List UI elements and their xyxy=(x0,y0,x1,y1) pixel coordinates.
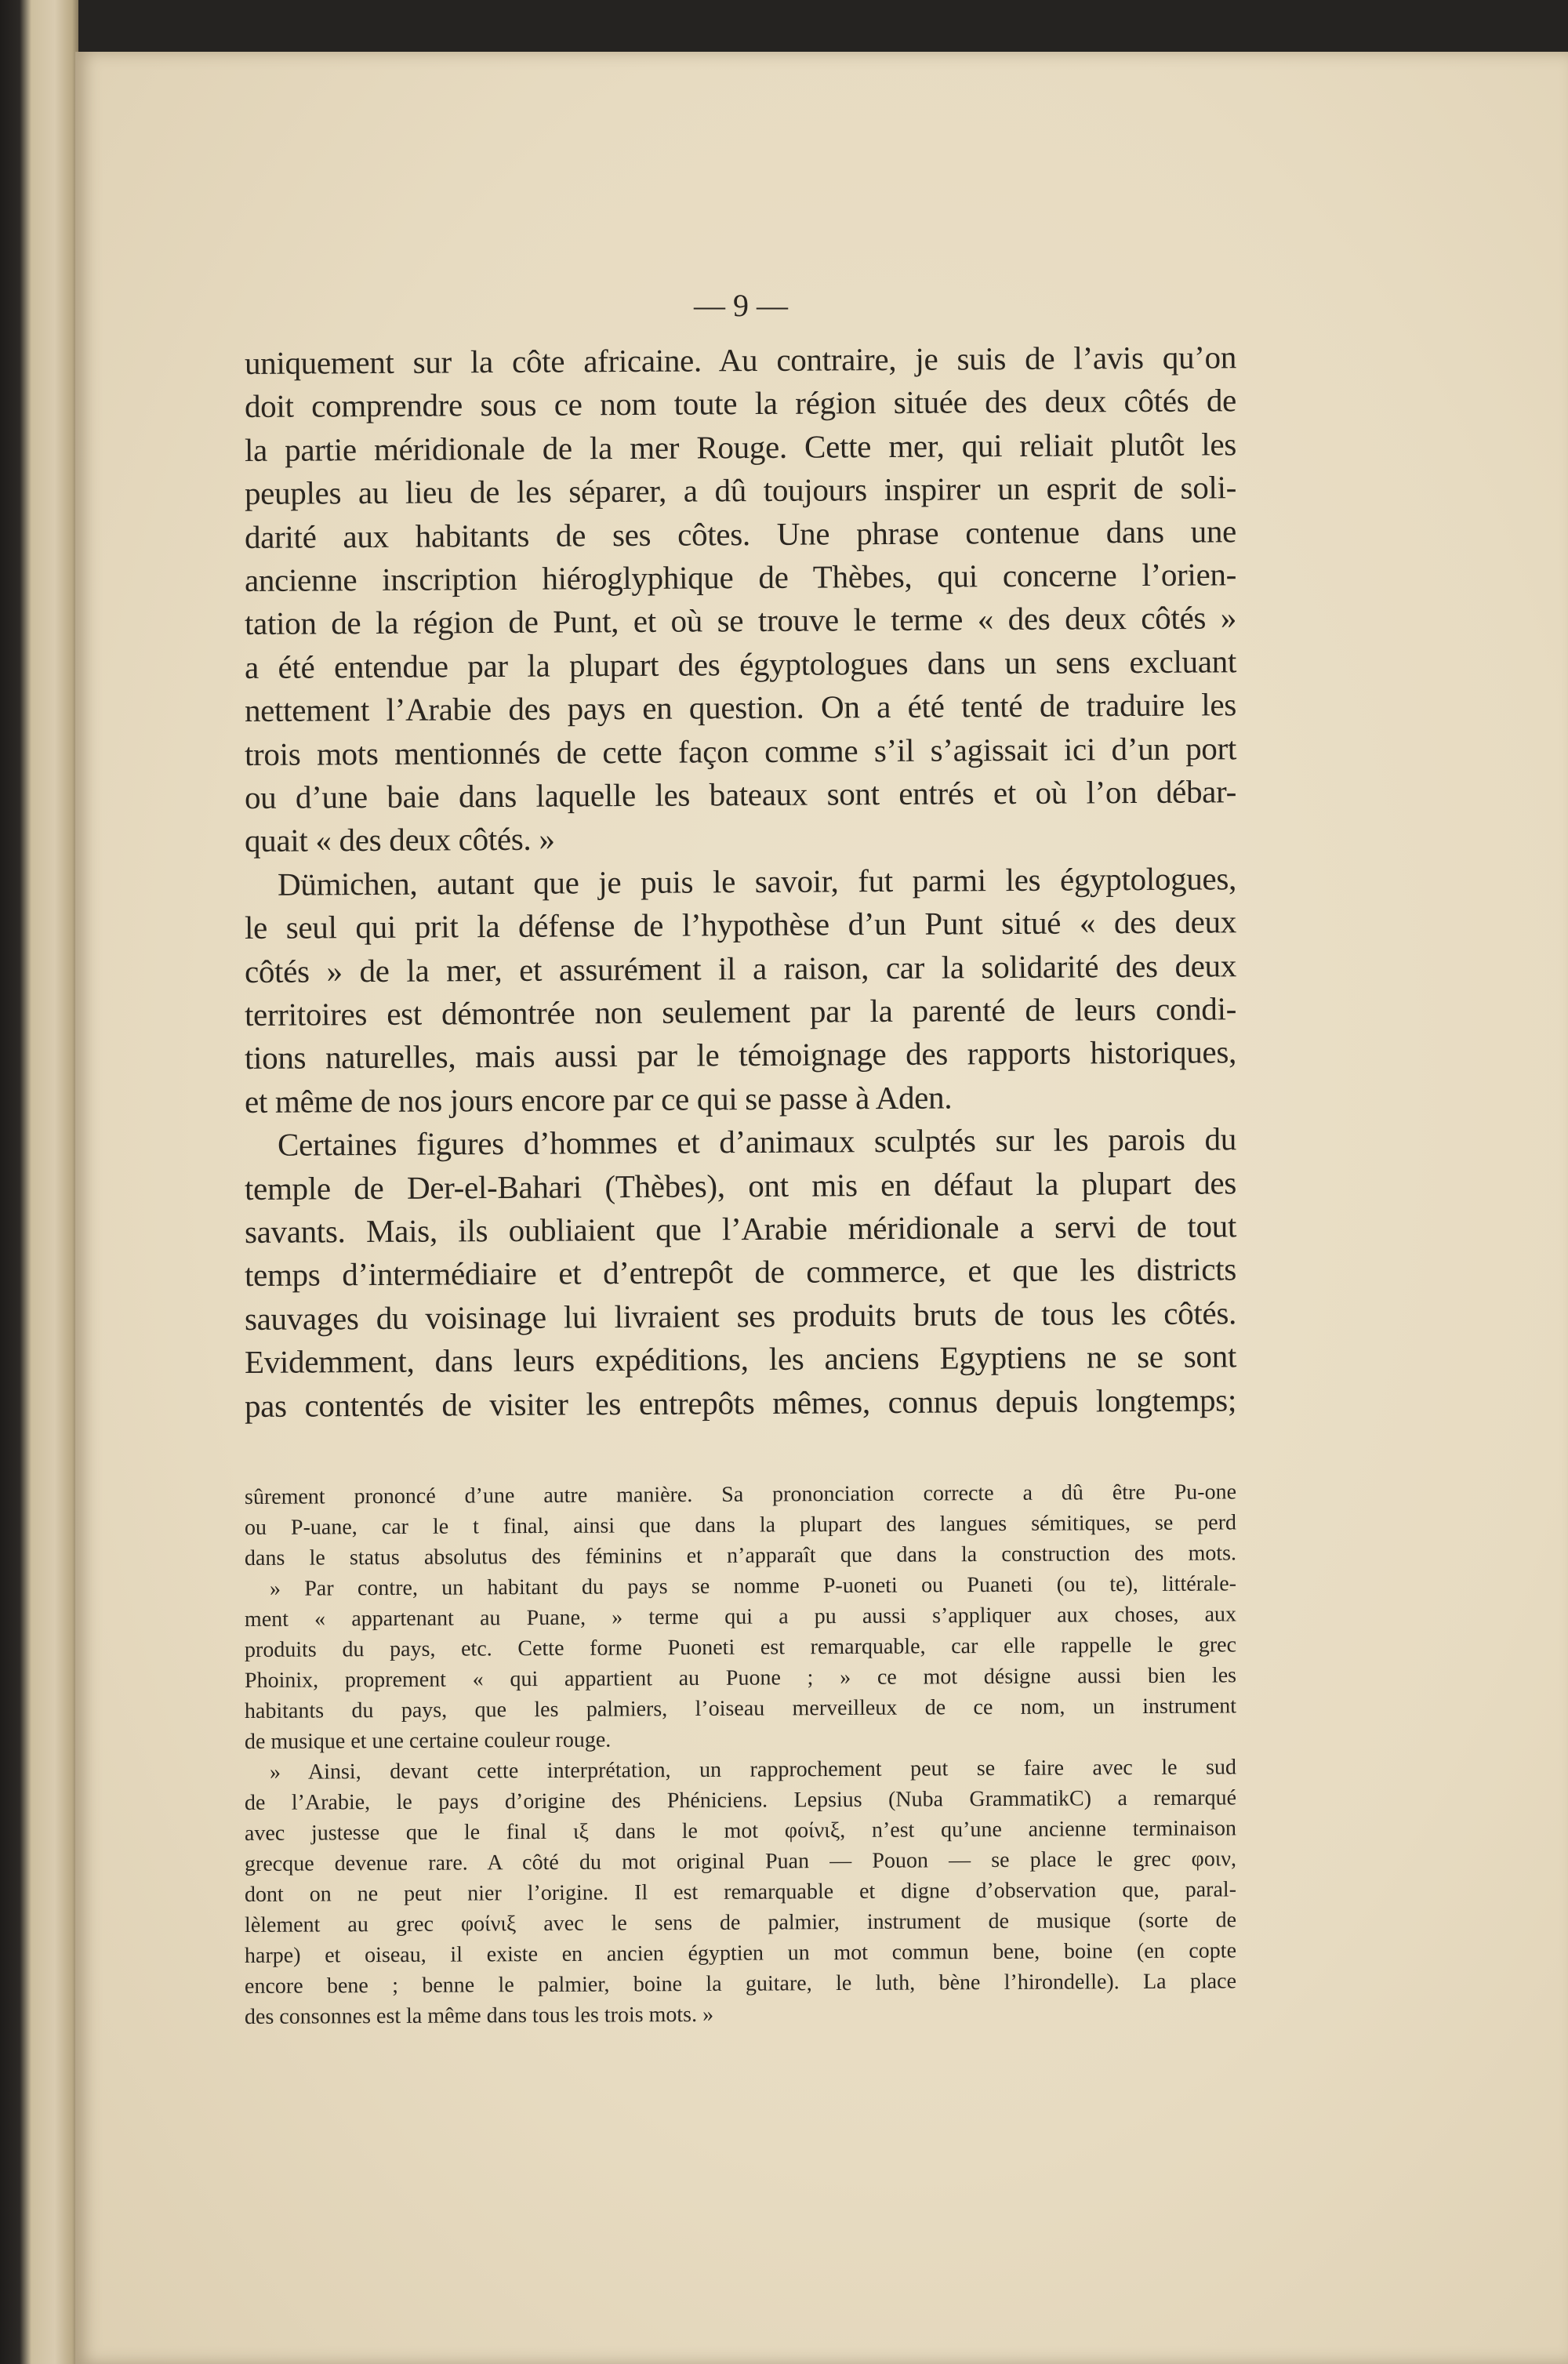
footnote-line: produits du pays, etc. Cette forme Puoneti est remarquable, car elle rappelle le grec xyxy=(244,1632,1237,1662)
body-text-line: le seul qui prit la défense de l’hypothèse d’un Punt situé « des deux xyxy=(244,903,1237,946)
body-text-line: et même de nos jours encore par ce qui se passe à Aden. xyxy=(244,1079,953,1120)
body-text-line: ou d’une baie dans laquelle les bateaux sont entrés et où l’on débar- xyxy=(244,773,1237,815)
body-text-line: temple de Der-el-Bahari (Thèbes), ont mis en défaut la plupart des xyxy=(244,1164,1237,1207)
footnote-line: sûrement prononcé d’une autre manière. Sa prononciation correcte a dû être Pu-one xyxy=(244,1480,1237,1509)
body-text-line: quait « des deux côtés. » xyxy=(244,820,555,859)
body-text-line: ancienne inscription hiéroglyphique de Thèbes, qui concerne l’orien- xyxy=(244,556,1237,598)
body-text-line: Evidemment, dans leurs expéditions, les anciens Egyptiens ne se sont xyxy=(244,1338,1237,1381)
body-text-line: nettement l’Arabie des pays en question. On a été tenté de traduire les xyxy=(244,686,1237,729)
body-text-line: sauvages du voisinage lui livraient ses produits bruts de tous les côtés. xyxy=(244,1295,1237,1337)
scan-top-border xyxy=(0,0,1568,52)
body-text-line: savants. Mais, ils oubliaient que l’Arabie méridionale a servi de tout xyxy=(244,1207,1237,1250)
footnote-line: de l’Arabie, le pays d’origine des Phéniciens. Lepsius (Nuba GrammatikC) a remarqué xyxy=(244,1785,1237,1815)
page-number: — 9 — xyxy=(694,288,788,323)
body-text-line: doit comprendre sous ce nom toute la région située des deux côtés de xyxy=(244,382,1237,425)
body-text-line: Certaines figures d’hommes et d’animaux sculptés sur les parois du xyxy=(277,1120,1237,1163)
body-text-line: temps d’intermédiaire et d’entrepôt de commerce, et que les districts xyxy=(244,1251,1237,1294)
footnote-line: lèlement au grec φοίνιξ avec le sens de palmier, instrument de musique (sorte de xyxy=(244,1908,1237,1937)
body-text-line: uniquement sur la côte africaine. Au contraire, je suis de l’avis qu’on xyxy=(244,339,1237,381)
body-text-line: a été entendue par la plupart des égyptologues dans un sens excluant xyxy=(244,643,1237,685)
footnote-line: ment « appartenant au Puane, » terme qui a pu aussi s’appliquer aux choses, aux xyxy=(244,1602,1237,1632)
body-text-line: Dümichen, autant que je puis le savoir, fut parmi les égyptologues, xyxy=(277,860,1237,902)
footnote-line: ou P-uane, car le t final, ainsi que dans la plupart des langues sémitiques, se perd xyxy=(244,1510,1237,1540)
footnote-line: grecque devenue rare. A côté du mot original Puan — Pouon — se place le grec φοιν, xyxy=(244,1847,1237,1876)
footnote-line: dans le status absolutus des féminins et n’apparaît que dans la construction des mots. xyxy=(244,1541,1237,1571)
body-text-line: territoires est démontrée non seulement par la parenté de leurs condi- xyxy=(244,990,1237,1033)
body-text-line: tions naturelles, mais aussi par le témoignage des rapports historiques, xyxy=(244,1033,1237,1077)
body-text-line: darité aux habitants de ses côtes. Une phrase contenue dans une xyxy=(244,512,1237,555)
footnote-line: habitants du pays, que les palmiers, l’oiseau merveilleux de ce nom, un instrument xyxy=(244,1694,1237,1723)
footnote-line: des consonnes est la même dans tous les trois mots. » xyxy=(244,2002,714,2029)
body-text-line: tation de la région de Punt, et où se trouve le terme « des deux côtés » xyxy=(244,599,1237,642)
footnote-line: » Ainsi, devant cette interprétation, un rapprochement peut se faire avec le sud xyxy=(269,1755,1237,1785)
footnote-line: harpe) et oiseau, il existe en ancien égyptien un mot commun bene, boine (en copte xyxy=(244,1938,1237,1968)
facing-page-edge xyxy=(0,0,78,2364)
footnote-line: dont on ne peut nier l’origine. Il est remarquable et digne d’observation que, paral- xyxy=(244,1877,1237,1907)
footnote-line: » Par contre, un habitant du pays se nomme P-uoneti ou Puaneti (ou te), littérale- xyxy=(269,1571,1237,1601)
body-text-line: la partie méridionale de la mer Rouge. Cette mer, qui reliait plutôt les xyxy=(244,426,1237,468)
body-text-line: côtés » de la mer, et assurément il a raison, car la solidarité des deux xyxy=(244,946,1237,990)
footnote-line: avec justesse que le final ιξ dans le mot φοίνιξ, n’est qu’une ancienne terminaison xyxy=(244,1816,1237,1846)
footnote-line: de musique et une certaine couleur rouge. xyxy=(244,1727,612,1754)
body-text-line: peuples au lieu de les séparer, a dû toujours inspirer un esprit de soli- xyxy=(244,469,1237,512)
body-text-line: pas contentés de visiter les entrepôts mêmes, connus depuis longtemps; xyxy=(244,1381,1237,1424)
body-text-line: trois mots mentionnés de cette façon comme s’il s’agissait ici d’un port xyxy=(244,729,1237,772)
footnote-line: Phoinix, proprement « qui appartient au Puone ; » ce mot désigne aussi bien les xyxy=(244,1663,1237,1693)
footnote-line: encore bene ; benne le palmier, boine la guitare, le luth, bène l’hirondelle). La place xyxy=(244,1969,1237,1999)
